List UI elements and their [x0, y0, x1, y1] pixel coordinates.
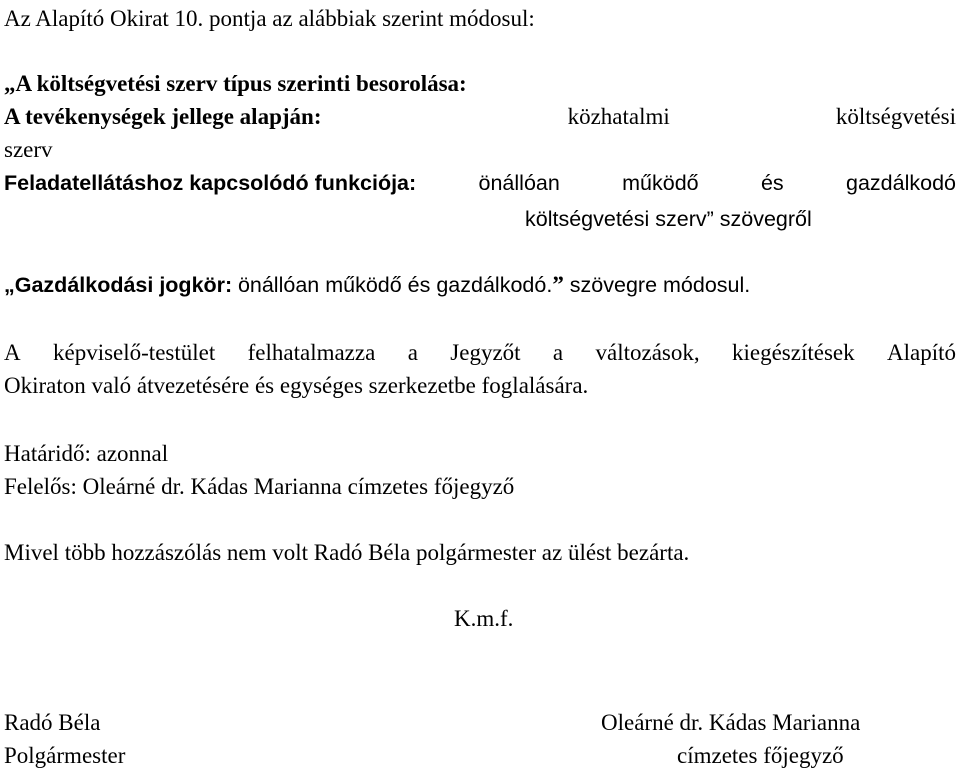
resolution-word: a [552, 340, 564, 365]
resolution-word: Alapító [887, 340, 956, 365]
function-word-3: és [760, 171, 784, 195]
signature-right-title: címzetes főjegyző [677, 743, 844, 768]
intro-line: Az Alapító Okirat 10. pontja az alábbiak szerint módosul: [4, 6, 535, 31]
function-cont: költségvetési szerv” szövegről [525, 207, 812, 231]
resolution-word: A [4, 340, 21, 365]
signature-left-name: Radó Béla [4, 710, 101, 735]
heading-text: „A költségvetési szerv típus szerinti besorolása: [4, 71, 467, 96]
deadline-line: Határidő: azonnal [4, 441, 169, 466]
activities-line [4, 104, 956, 130]
function-word-1: önállóan [478, 171, 560, 195]
resolution-line-2: Okiraton való átvezetésére és egységes szerkezetbe foglalására. [4, 373, 589, 398]
closing-line: Mivel több hozzászólás nem volt Radó Béla polgármester az ülést bezárta. [4, 540, 690, 565]
responsible-line: Felelős: Oleárné dr. Kádas Marianna címzetes főjegyző [4, 474, 515, 499]
activities-value-2: költségvetési [835, 104, 956, 129]
function-word-2: működő [622, 171, 699, 195]
signature-right-name: Oleárné dr. Kádas Marianna [601, 710, 861, 735]
management-line [4, 272, 750, 298]
resolution-word: Jegyzőt [450, 340, 521, 365]
signature-left-title: Polgármester [4, 743, 126, 768]
section-heading [4, 71, 467, 97]
management-quote: ” [552, 272, 564, 297]
management-label: „Gazdálkodási jogkör: [4, 273, 233, 297]
resolution-word: kiegészítések [732, 340, 855, 365]
function-line [4, 170, 956, 196]
activities-value-1: közhatalmi [567, 104, 670, 129]
resolution-line-1 [4, 340, 956, 366]
function-word-4: gazdálkodó [846, 171, 956, 195]
management-value: önállóan működő és gazdálkodó. [237, 273, 553, 297]
resolution-word: felhatalmazza [247, 340, 376, 365]
kmf-line: K.m.f. [454, 606, 514, 631]
activities-label: A tevékenységek jellege alapján: [4, 104, 322, 129]
resolution-word: a [407, 340, 418, 365]
activities-cont: szerv [4, 137, 53, 162]
resolution-word: képviselő-testület [53, 340, 216, 365]
management-tail: szövegre módosul. [563, 273, 751, 297]
resolution-word: változások, [595, 340, 700, 365]
function-label: Feladatellátáshoz kapcsolódó funkciója: [4, 171, 417, 195]
